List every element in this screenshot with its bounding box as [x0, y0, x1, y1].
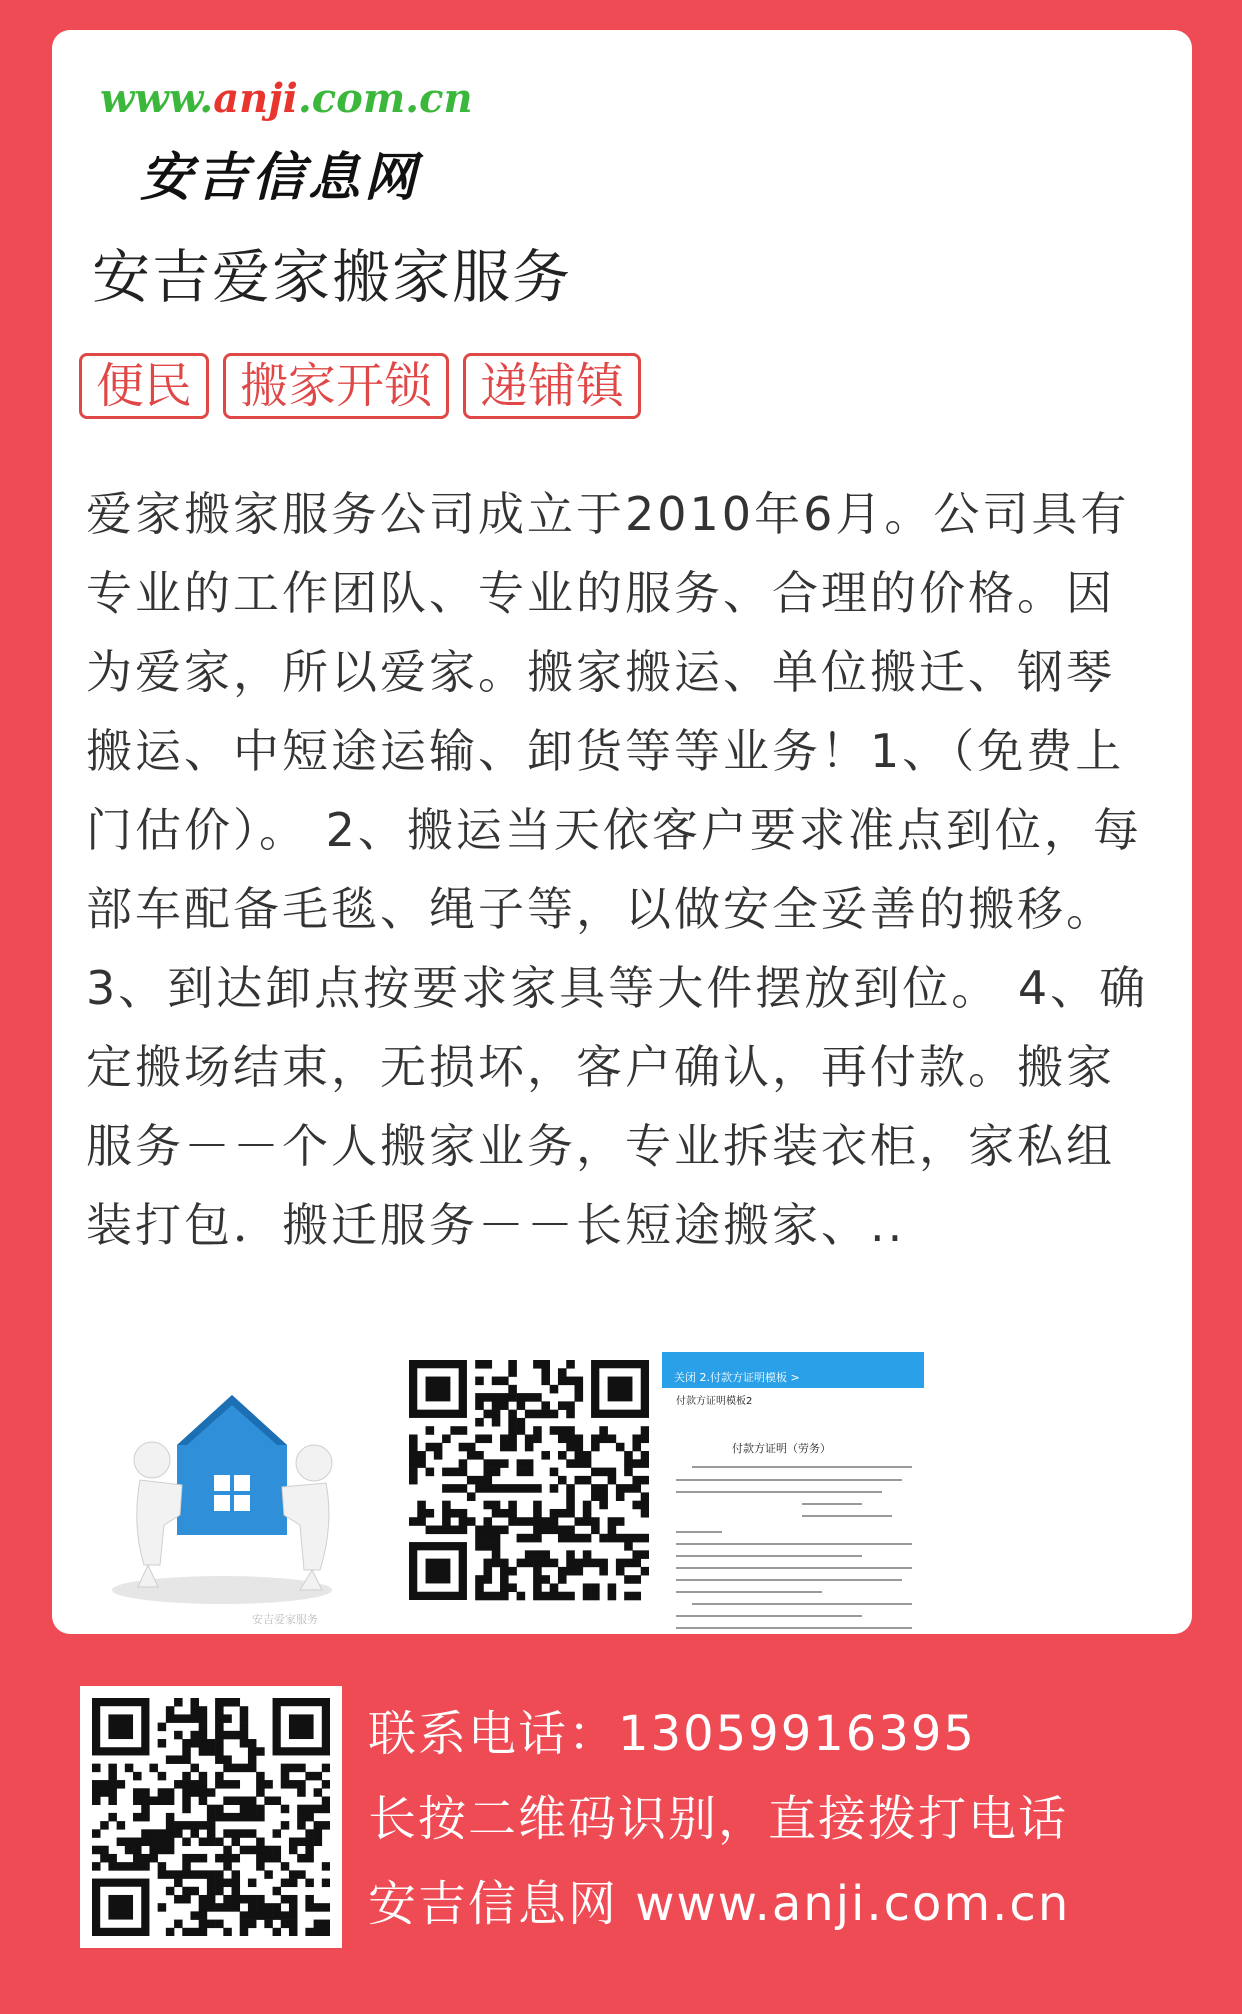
- site-logo[interactable]: [100, 75, 500, 208]
- contact-info: [368, 1692, 1070, 1947]
- tag-list: [79, 353, 641, 419]
- svg-text:安吉爱家服务: 安吉爱家服务: [252, 1613, 318, 1626]
- logo-url: www.anji.com.cn: [100, 75, 473, 122]
- tag-convenience[interactable]: 便民: [79, 353, 209, 419]
- qr-code-icon: [409, 1360, 649, 1610]
- contact-qr-code[interactable]: [80, 1686, 342, 1948]
- movers-image[interactable]: [82, 1365, 362, 1635]
- qr-code-icon: [92, 1698, 330, 1936]
- image-gallery: [82, 1365, 1162, 1635]
- tag-dipu-town[interactable]: 递铺镇: [463, 353, 641, 419]
- document-screenshot-icon: [662, 1352, 924, 1632]
- site-link[interactable]: 安吉信息网 www.anji.com.cn: [368, 1876, 1071, 1932]
- page-title: 安吉爱家搬家服务: [92, 243, 573, 311]
- listing-card: [52, 30, 1192, 1634]
- tag-moving-locksmith[interactable]: 搬家开锁: [223, 353, 449, 419]
- svg-text:付款方证明模板2: 付款方证明模板2: [676, 1396, 753, 1407]
- payment-proof-template-image[interactable]: [662, 1352, 924, 1632]
- svg-text:关闭 2.付款方证明模板 >: 关闭 2.付款方证明模板 >: [674, 1371, 800, 1384]
- qr-hint: 长按二维码识别，直接拨打电话: [368, 1791, 1069, 1847]
- logo-name: 安吉信息网: [140, 147, 421, 208]
- movers-carrying-house-icon: [82, 1365, 362, 1635]
- qr-code-image[interactable]: [409, 1360, 649, 1630]
- svg-text:付款方证明（劳务）: 付款方证明（劳务）: [732, 1442, 831, 1455]
- description-text: 爱家搬家服务公司成立于2010年6月。公司具有专业的工作团队、专业的服务、合理的价格。因为爱家，所以爱家。搬家搬运、单位搬迁、钢琴搬运、中短途运输、卸货等等业务！1、（免费上门估价）。 2、搬运当天依客户要求准点到位，每部车配备毛毯、绳子等，以做安全妥善的搬移。 3、到达卸点按要求家具等大件摆放到位。 4、确定搬场结束，无损坏，客户确认，再付款。搬家服务－－个人搬家业务，专业拆装衣柜，家私组装打包．搬迁服务－－长短途搬家、..: [86, 487, 1149, 1252]
- contact-phone[interactable]: 联系电话：13059916395: [368, 1706, 976, 1762]
